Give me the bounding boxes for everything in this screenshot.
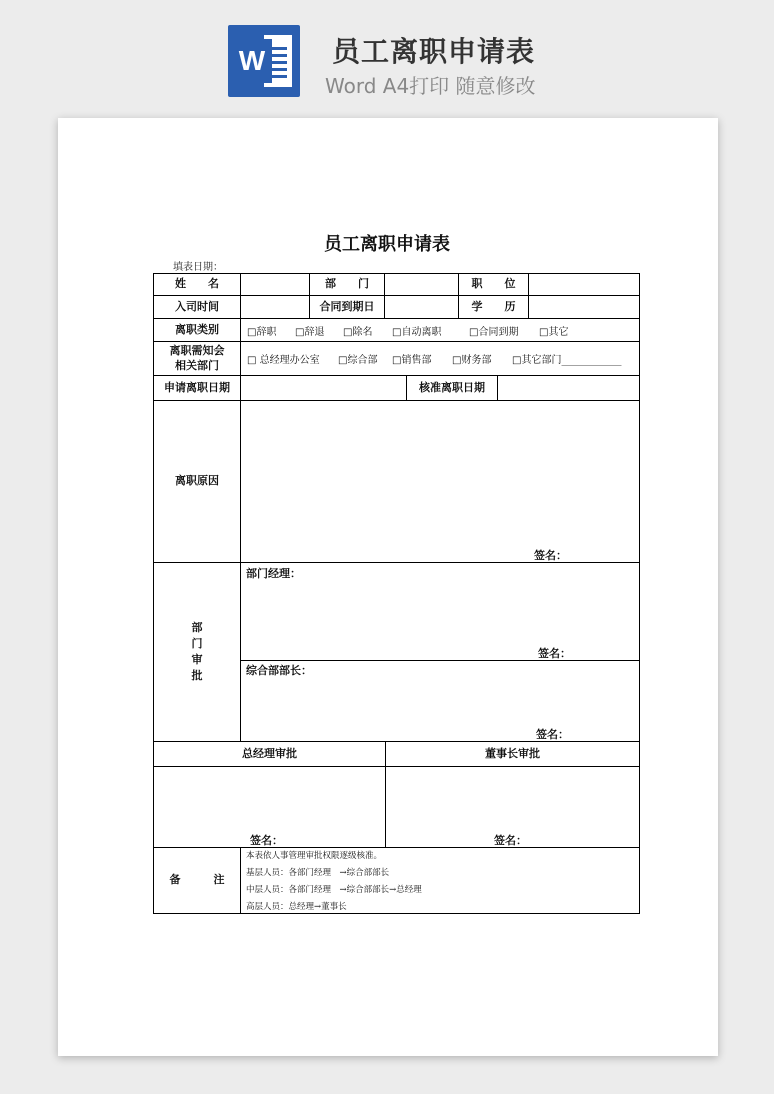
leave-type-option[interactable]: □自动离职 bbox=[392, 326, 442, 338]
remarks-label: 备 注 bbox=[169, 873, 225, 887]
banner-subtitle: Word A4打印 随意修改 bbox=[325, 74, 536, 98]
dept-manager-label: 部门经理： bbox=[246, 567, 301, 580]
banner-title: 员工离职申请表 bbox=[332, 35, 536, 68]
reason-field[interactable] bbox=[241, 401, 639, 562]
leave-type-label: 离职类别 bbox=[175, 322, 219, 336]
leave-type-option[interactable]: □辞职 bbox=[247, 326, 277, 338]
reason-signature-label: 签名： bbox=[534, 549, 567, 562]
leave-type-option[interactable]: □辞退 bbox=[295, 326, 325, 338]
position-label: 职 位 bbox=[471, 277, 516, 291]
leave-type-option[interactable]: □其它 bbox=[539, 326, 569, 338]
gm-signature-label: 签名： bbox=[250, 834, 283, 847]
remarks-line: 本表依人事管理审批权限逐级核准。 bbox=[246, 851, 383, 861]
chairman-signature-label: 签名： bbox=[494, 834, 527, 847]
notify-option[interactable]: □销售部 bbox=[392, 355, 432, 366]
dept-approval-label: 部 门 审 批 bbox=[191, 621, 203, 682]
department-field[interactable] bbox=[385, 274, 458, 295]
form-title: 员工离职申请表 bbox=[324, 234, 450, 255]
approve-date-label: 核准离职日期 bbox=[419, 380, 485, 394]
leave-type-option[interactable]: □合同到期 bbox=[469, 326, 519, 338]
remarks-line: 高层人员：总经理→董事长 bbox=[246, 902, 347, 912]
contract-end-field[interactable] bbox=[385, 296, 458, 318]
dept-manager-signature-label: 签名： bbox=[538, 647, 571, 660]
chairman-approval-label: 董事长审批 bbox=[485, 746, 540, 760]
header-banner bbox=[0, 0, 774, 112]
education-label: 学 历 bbox=[471, 299, 516, 313]
leave-type-option[interactable]: □除名 bbox=[343, 326, 373, 338]
resignation-form-table bbox=[153, 273, 640, 914]
name-label: 姓 名 bbox=[175, 277, 219, 291]
general-dept-head-label: 综合部部长： bbox=[246, 664, 312, 677]
remarks-line: 中层人员：各部门经理 →综合部部长→总经理 bbox=[246, 885, 422, 895]
notify-option[interactable]: □财务部 bbox=[452, 355, 492, 366]
position-field[interactable] bbox=[529, 274, 639, 295]
notify-department-options bbox=[241, 342, 639, 375]
general-dept-head-signature-label: 签名： bbox=[536, 728, 569, 741]
apply-date-field[interactable] bbox=[241, 376, 406, 400]
notify-option[interactable]: □其它部门____________ bbox=[512, 355, 622, 366]
fill-date-label: 填表日期： bbox=[173, 262, 223, 273]
notify-departments-label: 离职需知会 相关部门 bbox=[169, 343, 225, 372]
name-field[interactable] bbox=[241, 274, 309, 295]
word-document-icon: W bbox=[228, 25, 300, 97]
reason-label: 离职原因 bbox=[175, 474, 219, 488]
department-label: 部 门 bbox=[325, 277, 369, 291]
join-date-field[interactable] bbox=[241, 296, 309, 318]
approve-date-field[interactable] bbox=[498, 376, 639, 400]
contract-end-label: 合同到期日 bbox=[319, 299, 375, 313]
remarks-line: 基层人员：各部门经理 →综合部部长 bbox=[246, 868, 390, 878]
apply-date-label: 申请离职日期 bbox=[164, 380, 230, 394]
leave-type-options bbox=[241, 319, 639, 341]
join-date-label: 入司时间 bbox=[175, 299, 219, 313]
gm-approval-label: 总经理审批 bbox=[242, 746, 297, 760]
remarks-text bbox=[246, 848, 422, 916]
notify-option[interactable]: □综合部 bbox=[338, 355, 378, 366]
education-field[interactable] bbox=[529, 296, 639, 318]
notify-option[interactable]: □ 总经理办公室 bbox=[247, 355, 320, 366]
